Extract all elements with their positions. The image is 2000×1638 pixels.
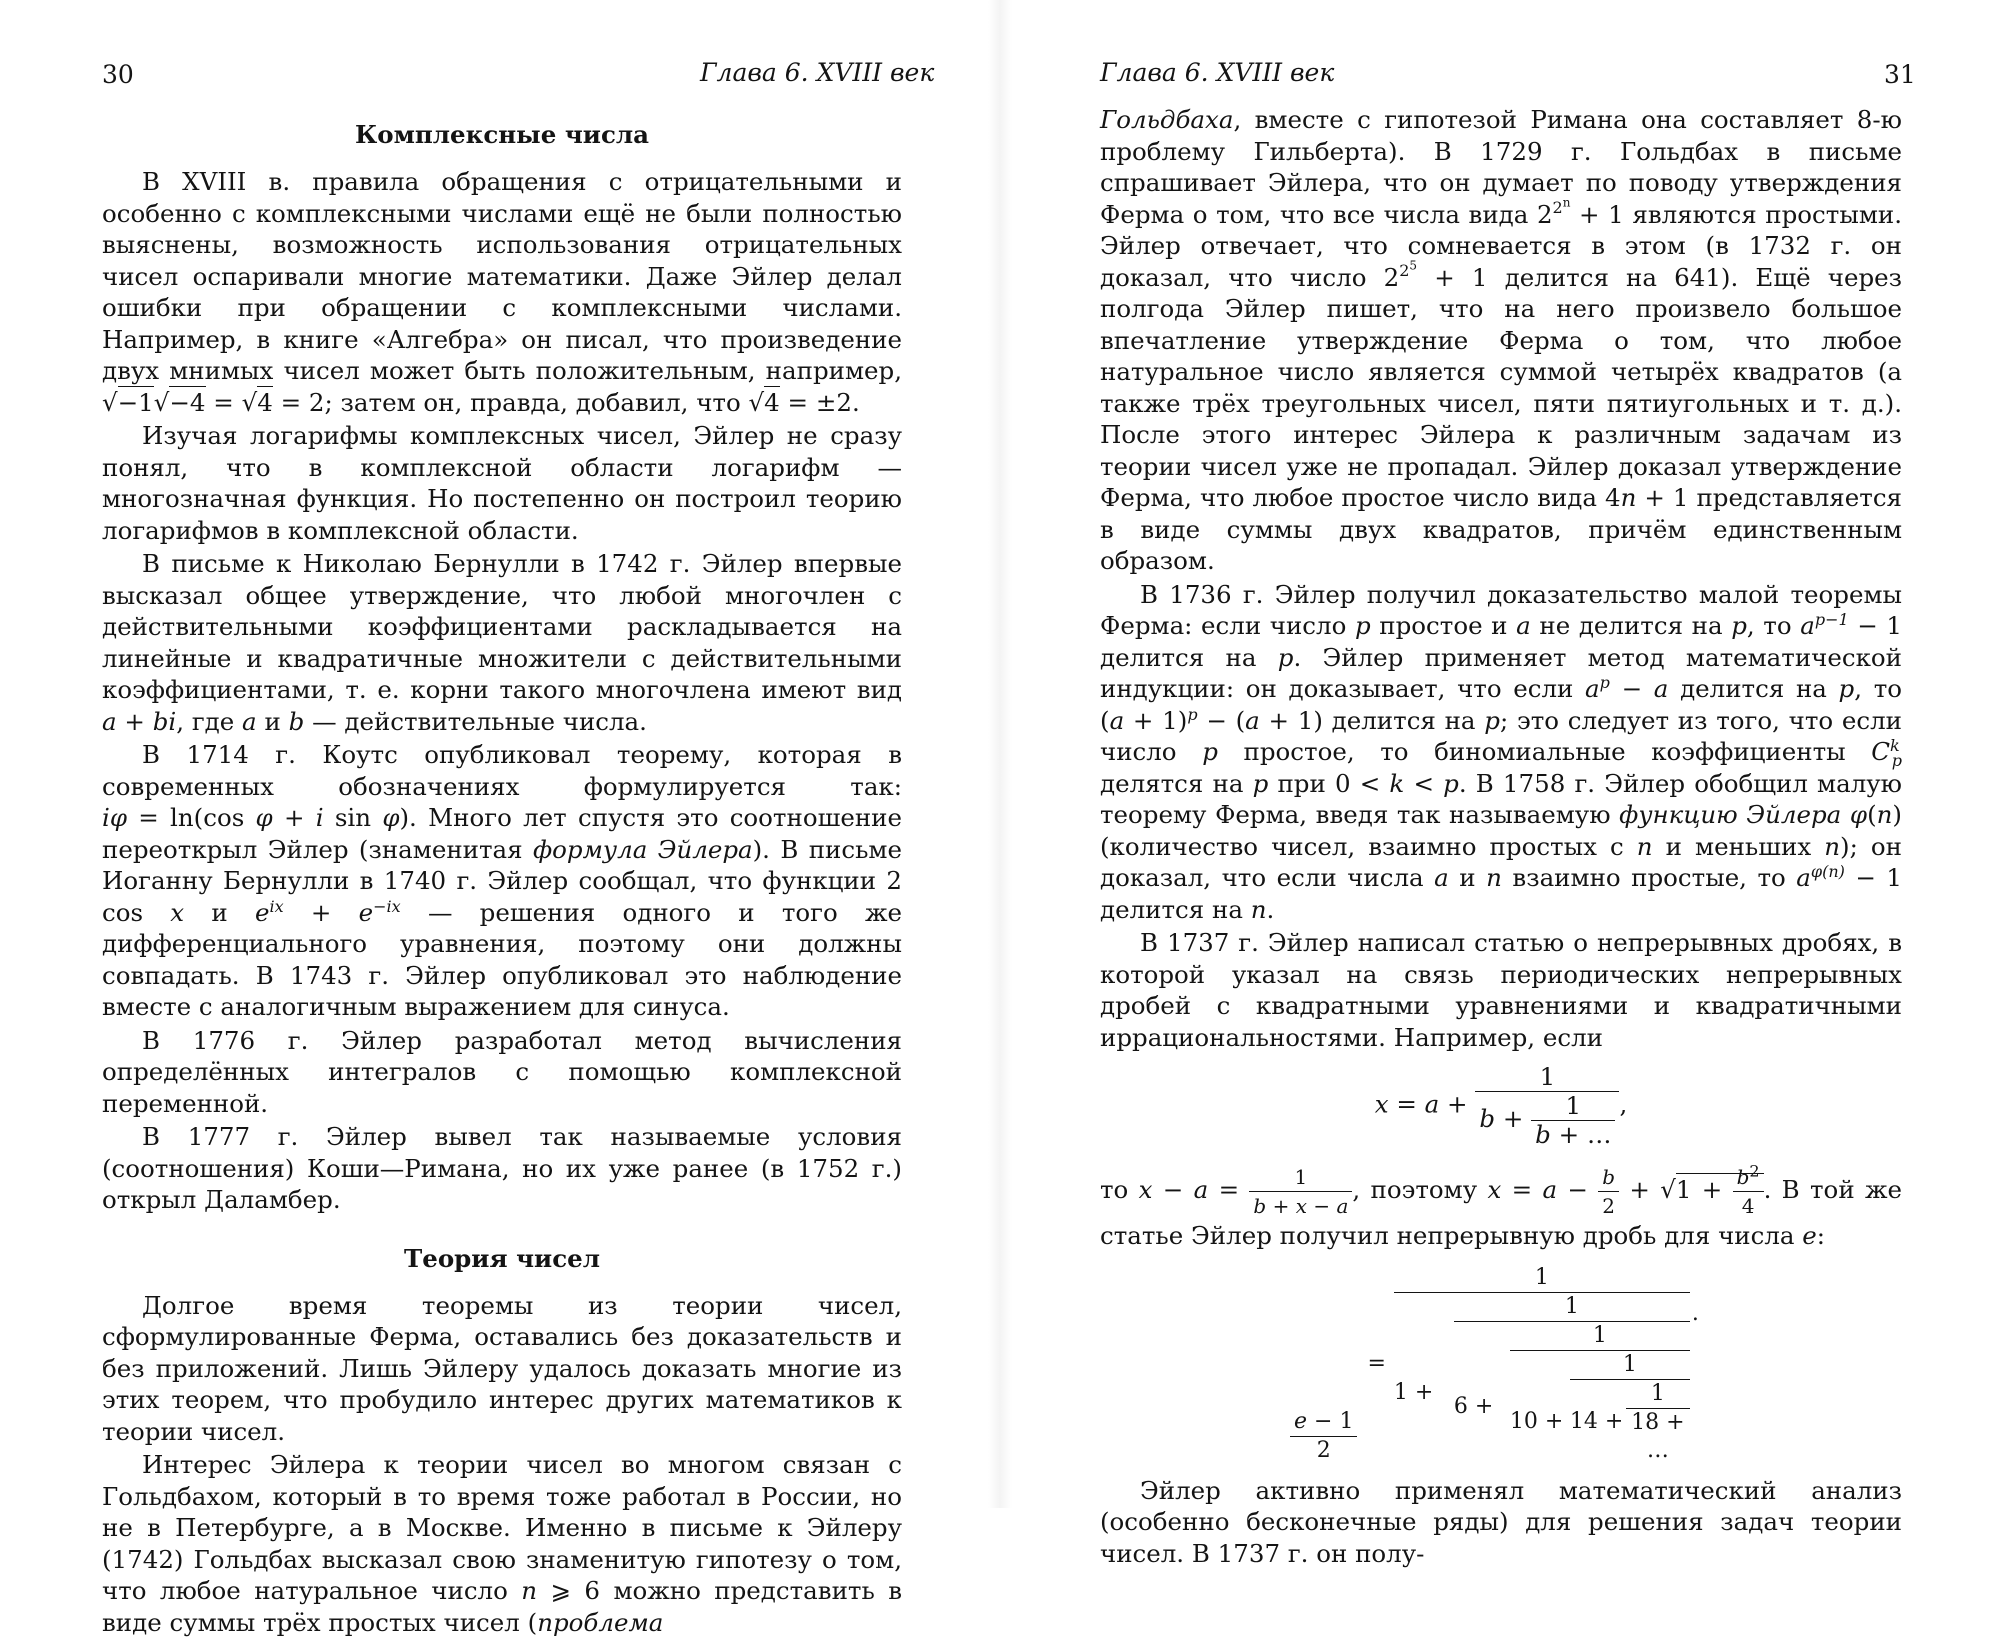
- paragraph: В 1737 г. Эйлер написал статью о непрерывных дробях, в которой указал на связь периодических непрерывных дробей с квадратными уравнениями и квадратичными иррациональностями. Например, если: [1100, 928, 1902, 1052]
- continued-fraction-equation: x = a + 1 b + $\frac{1}{b + \dots}$ ,: [1374, 1062, 1628, 1149]
- paragraph: В 1776 г. Эйлер разработал метод вычисления определённых интегралов с помощью комплексной переменной.: [102, 1025, 902, 1118]
- page-number: 30: [102, 60, 134, 89]
- paragraph: то x − a = $\frac{1}{b + x - a}$ , поэтому x = a − $\frac{b}{2}$ + √1 + $\frac{b^2}{4}$ . В той же статье Эйлер получил непрерывную дробь для числа e:: [1100, 1161, 1902, 1250]
- right-page: [1000, 0, 2000, 1568]
- paragraph: Гольдбаха, вместе с гипотезой Римана она составляет 8-ю проблему Гильберта). В 1729 г. Гольдбах в письме спрашивает Эйлера, что он думает по поводу утверждения Ферма о том, что все числа вида $2^{2^n} + 1$ являются простыми. Эйлер отвечает, что сомневается в этом (в 1732 г. он доказал, что число $2^{2^5} + 1$ делится на 641). Ещё через полгода Эйлер пишет, что на него произвело большое впечатление утверждение Ферма о том, что любое натуральное число является суммой четырёх квадратов (а также трёх треугольных чисел, пяти пятиугольных и т. д.). После этого интерес Эйлера к различным задачам из теории чисел уже не пропадал. Эйлер доказал утверждение Ферма, что любое простое число вида 4n + 1 представляется в виде суммы двух квадратов, причём единственным образом.: [1100, 105, 1902, 575]
- paragraph: В 1777 г. Эйлер вывел так называемые условия (соотношения) Коши—Римана, но их уже ранее (в 1752 г.) открыл Даламбер.: [102, 1122, 902, 1214]
- paragraph: Долгое время теоремы из теории чисел, сформулированные Ферма, оставались без доказательств и без приложений. Лишь Эйлеру удалось доказать многие из этих теорем, что пробудило интерес других математиков к теории чисел.: [102, 1290, 902, 1446]
- paragraph: В письме к Николаю Бернулли в 1742 г. Эйлер впервые высказал общее утверждение, что любой многочлен с действительными коэффициентами раскладывается на линейные и квадратичные множители с действительными коэффициентами, т. е. корни такого многочлена имеют вид a + bi, где a и b — действительные числа.: [102, 549, 902, 736]
- paragraph: В 1736 г. Эйлер получил доказательство малой теоремы Ферма: если число p простое и a не делится на p, то $a^{p-1} - 1$ делится на p. Эйлер применяет метод математической индукции: он доказывает, что если $a^p - a$ делится на p, то $(a + 1)^p - (a + 1)$ делится на p; это следует из того, что если число p простое, то биномиальные коэффициенты $C^k_p$ делятся на p при 0 < k < p. В 1758 г. Эйлер обобщил малую теорему Ферма, введя так называемую функцию Эйлера φ(n) (количество чисел, взаимно простых с n и меньших n); он доказал, что если числа a и n взаимно простые, то $a^{\varphi(n)} - 1$ делится на n.: [1100, 579, 1903, 924]
- section-title: Теория чисел: [404, 1243, 600, 1273]
- paragraph: В XVIII в. правила обращения с отрицательными и особенно с комплексными числами ещё не были полностью выяснены, возможность использования отрицательных чисел оспаривали многие математики. Даже Эйлер делал ошибки при обращении с комплексными числами. Например, в книге «Алгебра» он писал, что произведение двух мнимых чисел может быть положительным, например, √−1√−4 = √4 = 2; затем он, правда, добавил, что √4 = ±2.: [102, 167, 902, 417]
- e-continued-fraction: $\frac{e - 1}{2}$ = 1 1 + 1 6 + 1 10 + 1 14 + $\frac{1}{18 + \dots}$ .: [1100, 1264, 1902, 1465]
- running-head: Глава 6. XVIII век: [700, 58, 935, 87]
- page-number: 31: [1884, 60, 1916, 89]
- left-page: [0, 0, 1000, 1637]
- paragraph: Изучая логарифмы комплексных чисел, Эйлер не сразу понял, что в комплексной области логарифм — многозначная функция. Но постепенно он построил теорию логарифмов в комплексной области.: [102, 421, 902, 545]
- running-head: Глава 6. XVIII век: [1100, 58, 1335, 87]
- paragraph: Эйлер активно применял математический анализ (особенно бесконечные ряды) для решения задач теории чисел. В 1737 г. он полу-: [1100, 1475, 1902, 1568]
- left-text-column: [102, 120, 902, 1638]
- paragraph: Интерес Эйлера к теории чисел во многом связан с Гольдбахом, который в то время тоже работал в России, но не в Петербурге, а в Москве. Именно в письме к Эйлеру (1742) Гольдбах высказал свою знаменитую гипотезу о том, что любое натуральное число n ⩾ 6 можно представить в виде суммы трёх простых чисел (проблема: [102, 1450, 902, 1637]
- right-text-column: [1100, 104, 1902, 1569]
- paragraph: В 1714 г. Коутс опубликовал теорему, которая в современных обозначениях формулируется так: iφ = ln(cos φ + i sin φ). Много лет спустя это соотношение переоткрыл Эйлер (знаменитая формула Эйлера). В письме Иоганну Бернулли в 1740 г. Эйлер сообщал, что функции 2 cos x и $e^{ix} + e^{-ix}$ — решения одного и того же дифференциального уравнения, поэтому они должны совпадать. В 1743 г. Эйлер опубликовал это наблюдение вместе с аналогичным выражением для синуса.: [102, 740, 903, 1021]
- section-title: Комплексные числа: [354, 120, 650, 149]
